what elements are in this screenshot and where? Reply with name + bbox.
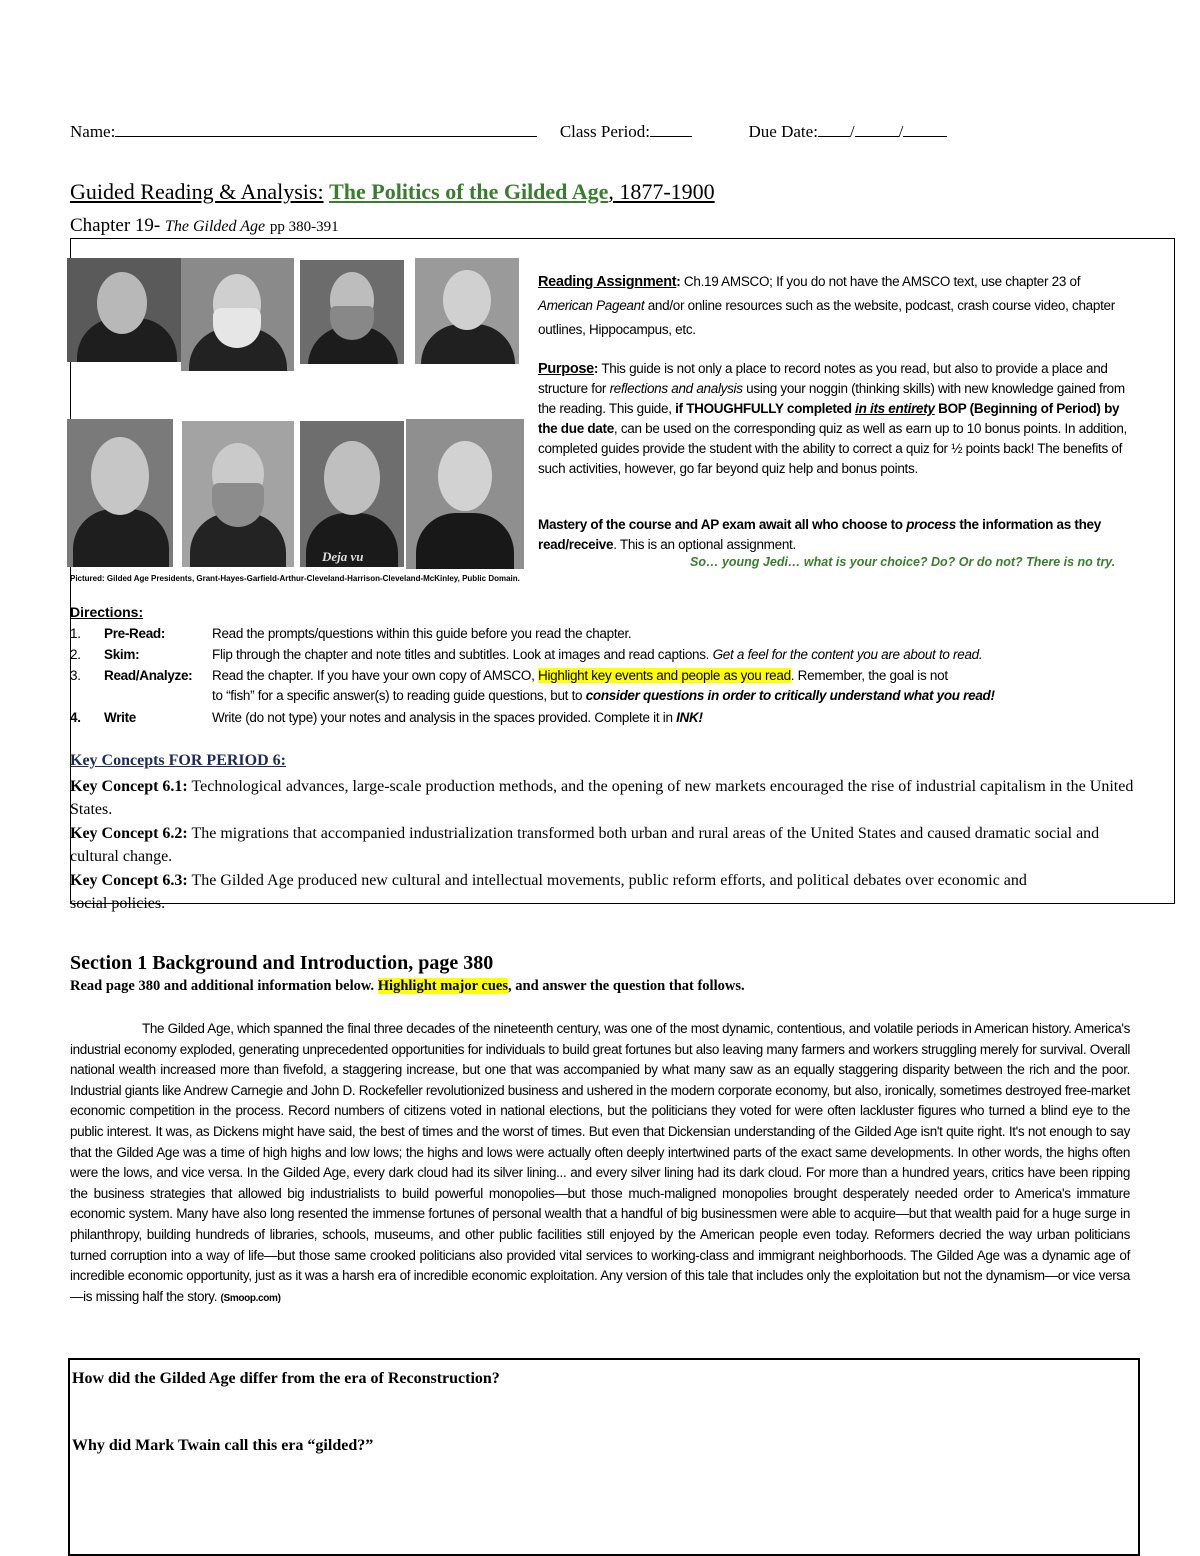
mastery-bold: Mastery of the course and AP exam await all who choose to <box>538 517 907 532</box>
due-year-field[interactable] <box>903 122 947 137</box>
deja-vu-overlay: Deja vu <box>322 549 364 564</box>
purpose-bold-2: BOP (Beginning of Period) by the due date <box>538 401 1120 436</box>
president-photo-harrison <box>182 421 294 567</box>
purpose-label: Purpose <box>538 361 594 377</box>
direction-text: Flip through the chapter and note titles and subtitles. Look at images and read captions. <box>212 647 713 662</box>
key-concept-label: Key Concept 6.1: <box>70 778 188 795</box>
page-title <box>70 179 715 205</box>
title-prefix: Guided Reading & Analysis: <box>70 179 324 204</box>
president-photo-cleveland-second <box>300 421 404 567</box>
president-photo-hayes <box>181 258 294 371</box>
name-label: Name: <box>70 122 116 141</box>
student-info-line <box>70 122 947 142</box>
jedi-quote: So… young Jedi… what is your choice? Do? Or do not? There is no try. <box>690 555 1116 569</box>
direction-item <box>70 710 703 725</box>
section-instructions <box>70 978 745 995</box>
direction-italic: Get a feel for the content you are about to read. <box>712 647 983 662</box>
purpose-text: This guide is not only a place to record notes as you read, but also to provide a place and structure for <box>538 361 1108 396</box>
key-concept-text: The Gilded Age produced new cultural and intellectual movements, public reform efforts, and political debates over economic and social policies. <box>70 872 1027 912</box>
direction-number: 2. <box>70 647 81 662</box>
book-title: American Pageant <box>538 298 645 313</box>
purpose-italic: reflections and analysis <box>609 381 743 396</box>
direction-label: Write <box>104 710 137 725</box>
key-concept-label: Key Concept 6.3: <box>70 872 188 889</box>
key-concepts-title: Key Concepts FOR PERIOD 6: <box>70 752 286 769</box>
question: Why did Mark Twain call this era “gilded?” <box>72 1437 374 1454</box>
direction-label: Read/Analyze: <box>104 668 193 683</box>
background-paragraph <box>70 1019 1130 1309</box>
class-period-label: Class Period: <box>559 122 651 141</box>
due-month-field[interactable] <box>818 122 850 137</box>
direction-item <box>70 626 631 641</box>
purpose-bold: if THOUGHFULLY completed <box>675 401 856 416</box>
mastery-text: . This is an optional assignment. <box>613 537 796 552</box>
mastery-bold-2: the information as they read/receive <box>538 517 1101 552</box>
section-title: Section 1 Background and Introduction, page 380 <box>70 952 494 974</box>
section-instructions-text-2: , and answer the question that follows. <box>508 978 745 994</box>
due-day-field[interactable] <box>855 122 899 137</box>
source-citation: (Smoop.com) <box>220 1292 281 1304</box>
chapter-name: The Gilded Age <box>164 218 266 235</box>
direction-text: Write (do not type) your notes and analysis in the spaces provided. Complete it in <box>212 710 677 725</box>
direction-bold-italic: consider questions in order to critically understand what you read! <box>585 688 995 703</box>
key-concept-text: The migrations that accompanied industrialization transformed both urban and rural areas of the United States and caused dramatic social and cultural change. <box>70 825 1100 865</box>
president-photo-cleveland <box>67 419 173 567</box>
mastery-italic: process <box>906 517 956 532</box>
key-concept <box>70 775 1150 821</box>
class-period-field[interactable] <box>650 122 692 137</box>
direction-text-2: . Remember, the goal is not <box>790 668 948 683</box>
directions-title: Directions: <box>70 604 144 620</box>
direction-bold: INK! <box>676 710 703 725</box>
direction-number: 4. <box>70 710 81 725</box>
purpose-bold-underline: in its entirety <box>855 401 935 416</box>
president-photo-garfield <box>300 260 404 364</box>
direction-highlight: Highlight key events and people as you read <box>538 668 791 683</box>
title-topic: The Politics of the Gilded Age <box>329 179 609 204</box>
question: How did the Gilded Age differ from the era of Reconstruction? <box>72 1370 500 1387</box>
section-instructions-highlight: Highlight major cues <box>377 978 508 994</box>
background-text: The Gilded Age, which spanned the final three decades of the nineteenth century, was one of the most dynamic, contentious, and volatile periods in American history. America's industrial economy exploded, generating unprecedented opportunities for individuals to build great fortunes but also leaving many farmers and workers struggling merely for survival. Overall national wealth increased more than fivefold, a staggering increase, but one that was accompanied by what many saw as an equally staggering disparity between the rich and the poor. Industrial giants like Andrew Carnegie and John D. Rockefeller revolutionized business and ushered in the modern corporate economy, but also, ironically, sometimes destroyed free-market economic competition in the process. Record numbers of citizens voted in national elections, but the politicians they voted for were often lackluster figures who turned a blind eye to the public interest. It was, as Dickens might have said, the best of times and the worst of times. But even that Dickensian understanding of the Gilded Age isn't quite right. It's not enough to say that the Gilded Age was a time of high highs and low lows; the highs and lows were actually often deeply intertwined parts of the exact same developments. In other words, the highs often were the lows, and vice versa. In the Gilded Age, every dark cloud had its silver lining... and every silver lining had its dark cloud. For more than a hundred years, critics have been ripping the business strategies that allowed big industrialists to build powerful monopolies—but those much-maligned monopolies brought desperately needed order to America's immature economic system. Many have also long resented the immense fortunes of personal wealth that a handful of big businessmen were able to acquire—but that wealth paid for a huge surge in philanthropy, building hundreds of libraries, schools, museums, and other public facilities still enjoyed by the American people even today. Reformers decried the way urban politicians turned corruption into a way of life—but those same crooked politicians also provided vital services to working-class and immigrant neighborhoods. The Gilded Age was a dynamic age of incredible economic opportunity, just as it was a harsh era of incredible economic exploitation. Any version of this tale that includes only the exploitation but not the dynamism—or vice versa—is missing half the story. <box>70 1021 1130 1304</box>
purpose-text-3: , can be used on the corresponding quiz as well as earn up to 10 bonus points. In addition, completed guides provide the student with the ability to correct a quiz for ½ points back! The benefits of such activities, however, go far beyond quiz help and bonus points. <box>538 421 1127 476</box>
direction-item-continued <box>212 688 995 703</box>
direction-text: Read the chapter. If you have your own copy of AMSCO, <box>212 668 538 683</box>
title-suffix: , 1877-1900 <box>608 179 715 204</box>
mastery-note <box>538 515 1138 555</box>
due-date-label: Due Date: <box>748 122 818 141</box>
direction-number: 1. <box>70 626 81 641</box>
direction-text: Read the prompts/questions within this guide before you read the chapter. <box>212 626 632 641</box>
date-separator: / <box>898 122 904 141</box>
direction-label: Pre-Read: <box>104 626 166 641</box>
key-concept <box>70 869 1040 915</box>
reading-assignment: Reading Assignment: Ch.19 AMSCO; If you do not have the AMSCO text, use chapter 23 of American Pageant and/or online resources such as the website, podcast, crash course video, chapter outlines, Hippocampus, etc. <box>538 274 1115 337</box>
reading-assignment-text-2: and/or online resources such as the website, podcast, crash course video, chapter outlines, Hippocampus, etc. <box>538 298 1115 337</box>
section-instructions-text: Read page 380 and additional information below. <box>70 978 378 994</box>
president-photo-arthur <box>415 258 519 364</box>
president-photo-grant <box>67 258 184 362</box>
name-field[interactable] <box>115 122 537 137</box>
purpose-text-2: using your noggin (thinking skills) with new knowledge gained from the reading. This guide, <box>538 381 1125 416</box>
key-concept <box>70 822 1150 868</box>
key-concept-text: Technological advances, large-scale production methods, and the opening of new markets encouraged the rise of industrial capitalism in the United States. <box>70 778 1134 818</box>
direction-label: Skim: <box>104 647 140 662</box>
direction-item <box>70 647 982 662</box>
key-concept-label: Key Concept 6.2: <box>70 825 188 842</box>
direction-number: 3. <box>70 668 81 683</box>
chapter-heading <box>70 215 339 237</box>
reading-assignment-text: Ch.19 AMSCO; If you do not have the AMSCO text, use chapter 23 of <box>680 274 1081 289</box>
date-separator: / <box>849 122 855 141</box>
president-photo-mckinley <box>406 419 524 569</box>
direction-text-3: to “fish” for a specific answer(s) to reading guide questions, but to <box>212 688 586 703</box>
photo-caption: Pictured: Gilded Age Presidents, Grant-Hayes-Garfield-Arthur-Cleveland-Harrison-Cleveland-McKinley, Public Domain. <box>70 574 520 583</box>
chapter-pages: pp 380-391 <box>269 219 339 235</box>
chapter-label: Chapter 19- <box>70 215 161 236</box>
purpose: Purpose: This guide is not only a place to record notes as you read, but also to provide a place and structure for reflections and analysis using your noggin (thinking skills) with new knowledge gained from the reading. This guide, if THOUGHFULLY completed in its entirety BOP (Beginning of Period) by the due date, can be used on the corresponding quiz as well as earn up to 10 bonus points. In addition, completed guides provide the student with the ability to correct a quiz for ½ points back! The benefits of such activities, however, go far beyond quiz help and bonus points. <box>538 361 1127 476</box>
reading-assignment-label: Reading Assignment <box>538 274 677 290</box>
direction-item <box>70 668 948 683</box>
